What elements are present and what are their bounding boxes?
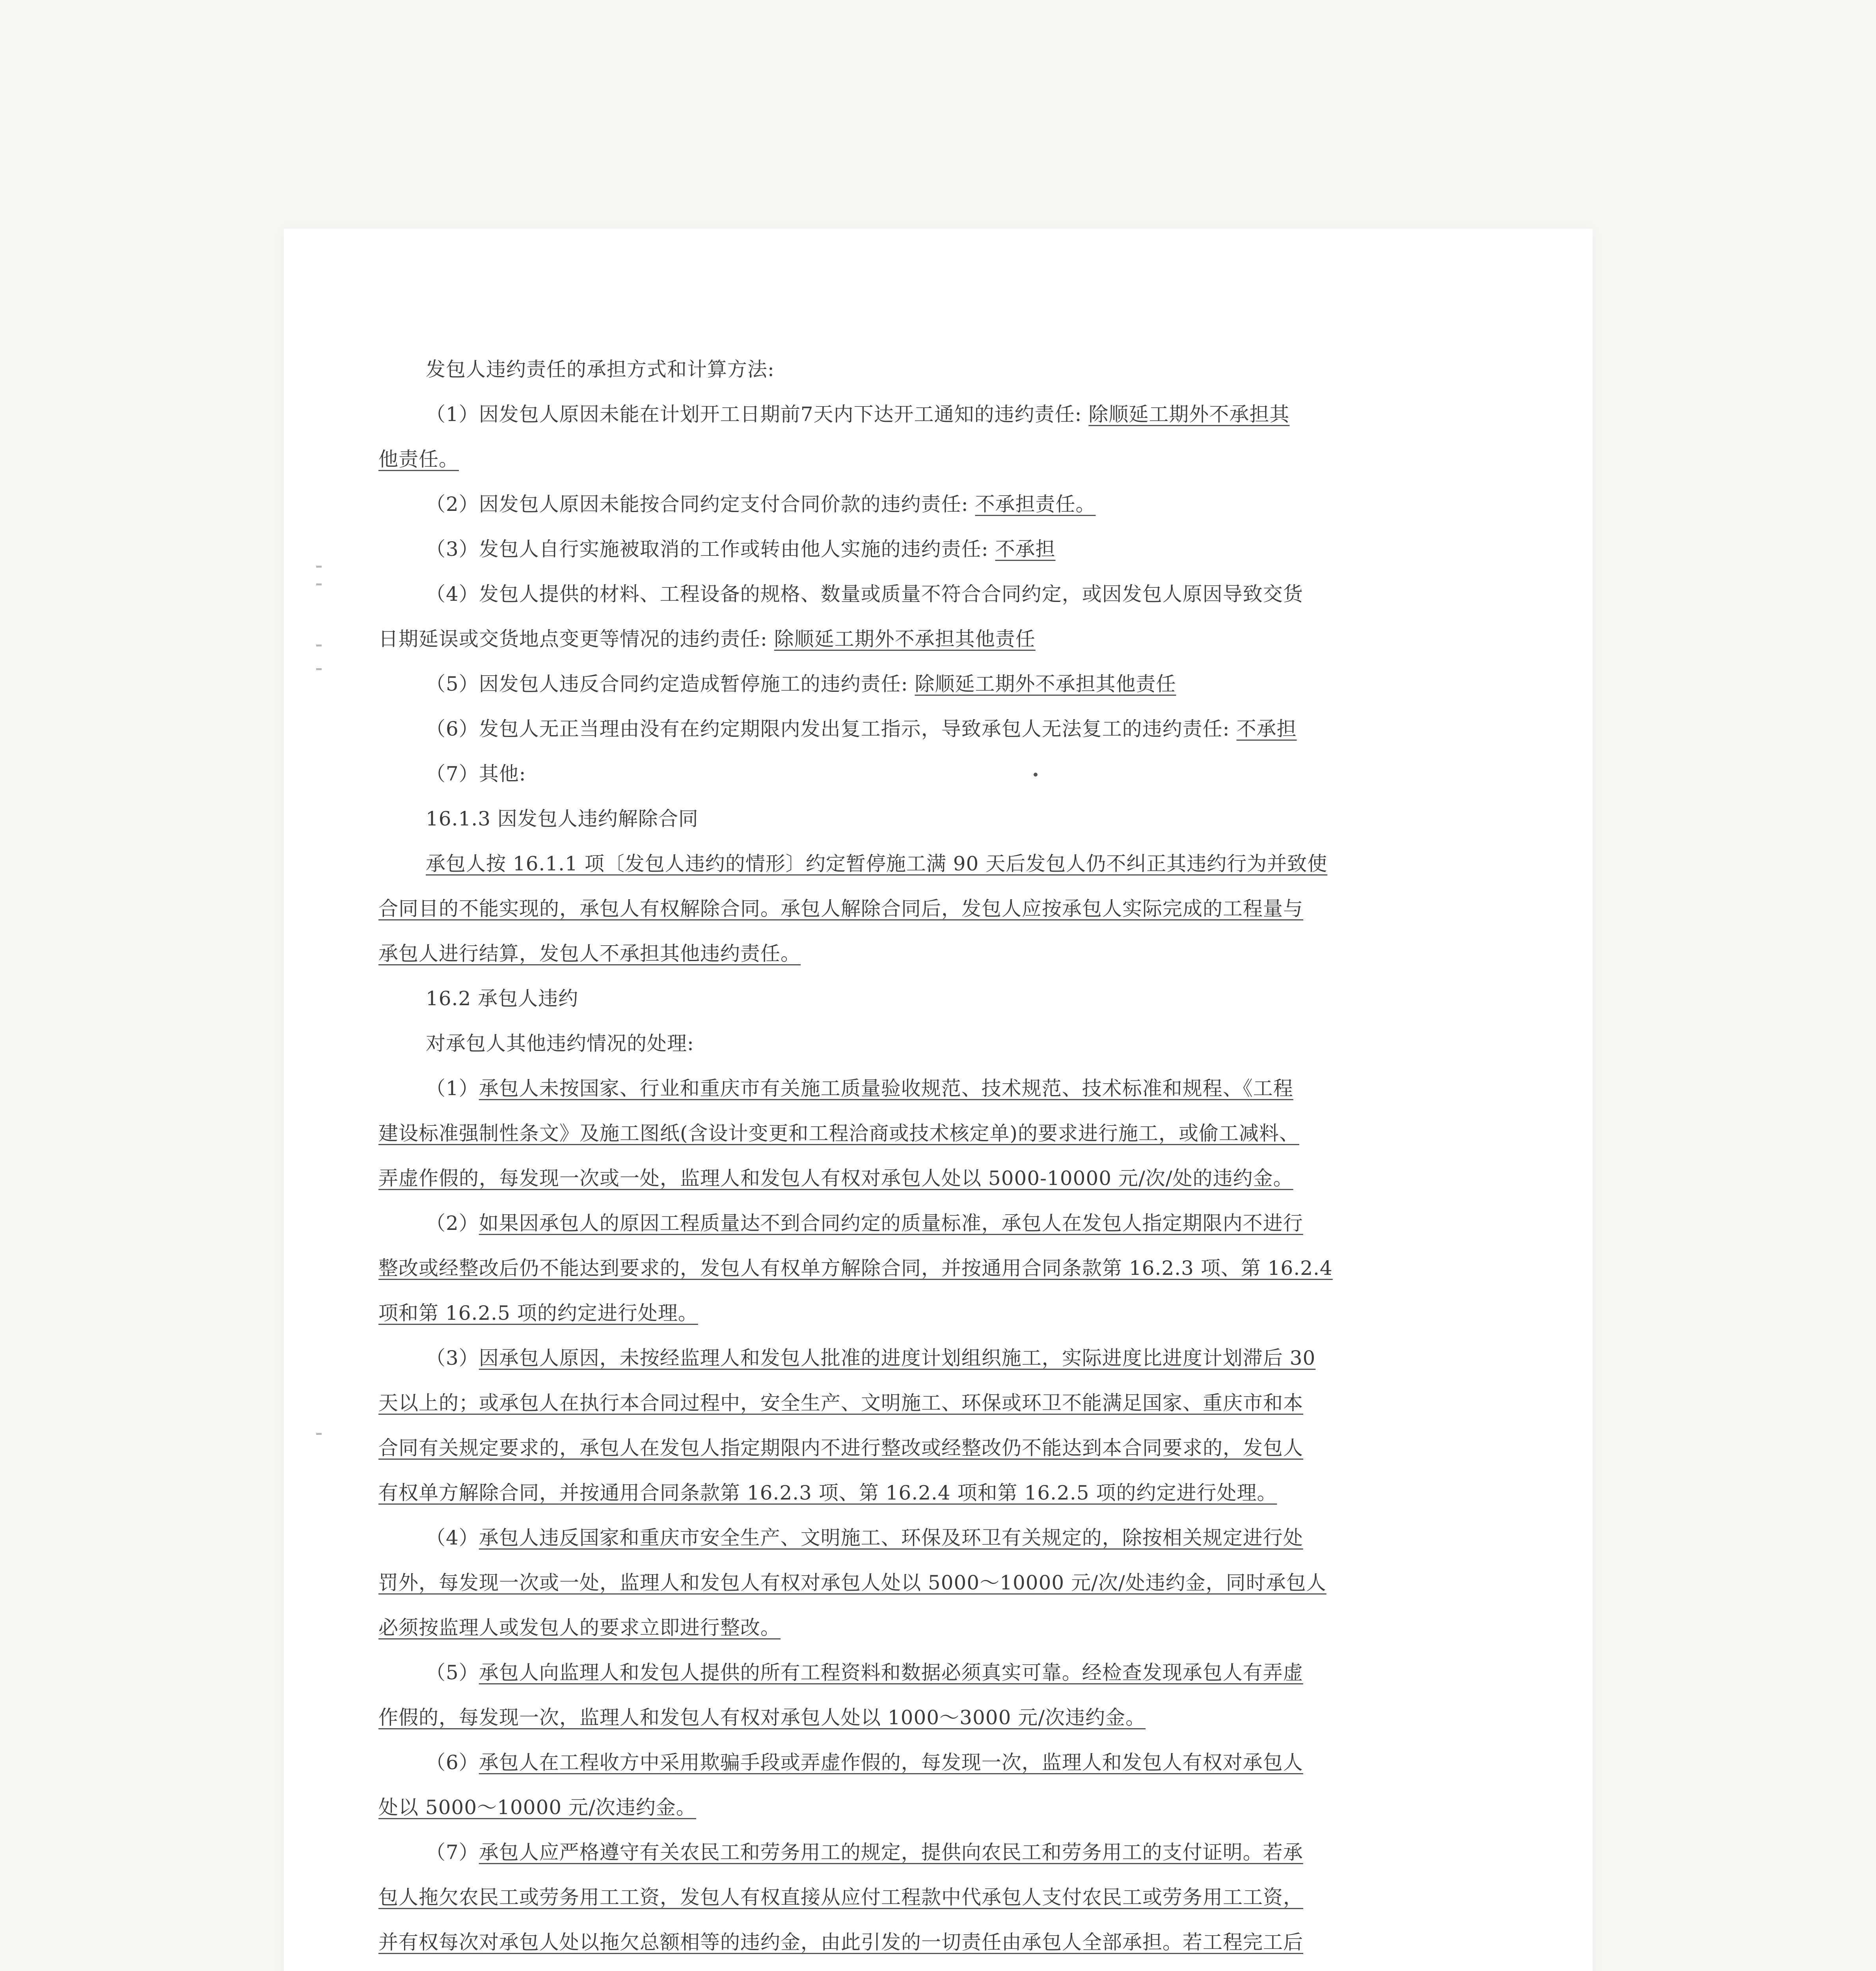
item-text: 整改或经整改后仍不能达到要求的，发包人有权单方解除合同，并按通用合同条款第 16.2.3 项、第 16.2.4 bbox=[378, 1257, 1333, 1280]
item-number: （3） bbox=[426, 1347, 479, 1369]
item-number: （7） bbox=[426, 762, 479, 785]
contractor-item-line bbox=[378, 1875, 1443, 1920]
section-heading-16-1-3 bbox=[378, 796, 1443, 841]
item-text: 处以 5000～10000 元/次违约金。 bbox=[378, 1796, 696, 1819]
item-text: 因承包人原因，未按经监理人和发包人批准的进度计划组织施工，实际进度比进度计划滞后 30 bbox=[479, 1347, 1316, 1369]
item-answer: 不承担 bbox=[995, 538, 1056, 561]
paragraph-text: 合同目的不能实现的，承包人有权解除合同。承包人解除合同后，发包人应按承包人实际完成的工程量与 bbox=[378, 897, 1303, 920]
item-text: 如果因承包人的原因工程质量达不到合同约定的质量标准，承包人在发包人指定期限内不进行 bbox=[479, 1212, 1303, 1235]
item-answer: 除顺延工期外不承担其 bbox=[1088, 403, 1290, 426]
section-intro-text: 对承包人其他违约情况的处理: bbox=[426, 1032, 694, 1055]
contractor-item-line bbox=[378, 1470, 1443, 1515]
item-answer: 不承担责任。 bbox=[975, 493, 1096, 516]
employer-item-4-cont bbox=[378, 617, 1443, 661]
item-text: 作假的，每发现一次，监理人和发包人有权对承包人处以 1000～3000 元/次违约金。 bbox=[378, 1706, 1146, 1729]
contractor-item-line bbox=[378, 1246, 1443, 1291]
contractor-item-line bbox=[378, 1156, 1443, 1201]
section-heading: 16.2 承包人违约 bbox=[426, 987, 579, 1010]
paragraph-line bbox=[378, 841, 1443, 886]
item-text: 因发包人原因未能在计划开工日期前7天内下达开工通知的违约责任: bbox=[479, 403, 1089, 426]
document-body bbox=[378, 347, 1443, 1965]
item-number: （6） bbox=[426, 1751, 479, 1774]
item-number: （2） bbox=[426, 1212, 479, 1235]
item-text: 罚外，每发现一次或一处，监理人和发包人有权对承包人处以 5000～10000 元/次/处违约金，同时承包人 bbox=[378, 1571, 1326, 1594]
item-number: （7） bbox=[426, 1841, 479, 1864]
contractor-item-3 bbox=[378, 1336, 1443, 1380]
item-text: 发包人提供的材料、工程设备的规格、数量或质量不符合合同约定，或因发包人原因导致交货 bbox=[479, 583, 1303, 605]
employer-item-5 bbox=[378, 661, 1443, 706]
employer-item-7 bbox=[378, 751, 1443, 796]
scan-mark bbox=[316, 583, 322, 585]
item-text: 承包人在工程收方中采用欺骗手段或弄虚作假的，每发现一次，监理人和发包人有权对承包人 bbox=[479, 1751, 1303, 1774]
employer-item-1-cont bbox=[378, 437, 1443, 482]
contractor-item-6 bbox=[378, 1740, 1443, 1785]
paragraph-text: 承包人按 16.1.1 项〔发包人违约的情形〕约定暂停施工满 90 天后发包人仍不纠正其违约行为并致使 bbox=[426, 852, 1328, 875]
item-text: 弄虚作假的，每发现一次或一处，监理人和发包人有权对承包人处以 5000-10000 元/次/处的违约金。 bbox=[378, 1167, 1293, 1190]
paragraph-line bbox=[378, 931, 1443, 976]
item-text: 包人拖欠农民工或劳务用工工资，发包人有权直接从应付工程款中代承包人支付农民工或劳务用工工资， bbox=[378, 1886, 1303, 1909]
contractor-item-line bbox=[378, 1425, 1443, 1470]
item-text: 承包人未按国家、行业和重庆市有关施工质量验收规范、技术规范、技术标准和规程、《工程 bbox=[479, 1077, 1293, 1100]
item-text: 承包人应严格遵守有关农民工和劳务用工的规定，提供向农民工和劳务用工的支付证明。若承 bbox=[479, 1841, 1303, 1864]
contractor-item-4 bbox=[378, 1515, 1443, 1560]
item-text: 建设标准强制性条文》及施工图纸(含设计变更和工程洽商或技术核定单)的要求进行施工，或偷工减料、 bbox=[378, 1122, 1300, 1145]
item-text: 日期延误或交货地点变更等情况的违约责任: bbox=[378, 628, 774, 650]
employer-item-3 bbox=[378, 527, 1443, 572]
item-text: 必须按监理人或发包人的要求立即进行整改。 bbox=[378, 1616, 781, 1639]
item-text: 承包人违反国家和重庆市安全生产、文明施工、环保及环卫有关规定的，除按相关规定进行处 bbox=[479, 1526, 1303, 1549]
item-text: 发包人自行实施被取消的工作或转由他人实施的违约责任: bbox=[479, 538, 995, 561]
item-answer: 除顺延工期外不承担其他责任 bbox=[774, 628, 1036, 650]
item-text: 承包人向监理人和发包人提供的所有工程资料和数据必须真实可靠。经检查发现承包人有弄虚 bbox=[479, 1661, 1303, 1684]
contractor-item-line bbox=[378, 1695, 1443, 1740]
item-answer: 除顺延工期外不承担其他责任 bbox=[915, 673, 1176, 695]
intro-text: 发包人违约责任的承担方式和计算方法: bbox=[426, 358, 775, 381]
item-number: （4） bbox=[426, 583, 479, 605]
item-number: （6） bbox=[426, 717, 479, 740]
contractor-item-line bbox=[378, 1111, 1443, 1156]
item-number: （1） bbox=[426, 1077, 479, 1100]
contractor-item-2 bbox=[378, 1201, 1443, 1246]
employer-item-6 bbox=[378, 706, 1443, 751]
employer-item-4 bbox=[378, 572, 1443, 617]
item-number: （5） bbox=[426, 1661, 479, 1684]
employer-item-2 bbox=[378, 482, 1443, 527]
employer-item-1 bbox=[378, 392, 1443, 437]
item-number: （4） bbox=[426, 1526, 479, 1549]
item-number: （1） bbox=[426, 403, 479, 426]
item-answer: 不承担 bbox=[1236, 717, 1297, 740]
section-heading: 16.1.3 因发包人违约解除合同 bbox=[426, 807, 699, 830]
item-number: （2） bbox=[426, 493, 479, 516]
item-number: （5） bbox=[426, 673, 479, 695]
item-text: 项和第 16.2.5 项的约定进行处理。 bbox=[378, 1302, 698, 1325]
contractor-item-7 bbox=[378, 1830, 1443, 1875]
section-intro bbox=[378, 1021, 1443, 1066]
item-text: 并有权每次对承包人处以拖欠总额相等的违约金，由此引发的一切责任由承包人全部承担。若工程完工后 bbox=[378, 1931, 1303, 1954]
contractor-item-line bbox=[378, 1291, 1443, 1336]
contractor-item-line bbox=[378, 1380, 1443, 1425]
item-text: 其他: bbox=[479, 762, 526, 785]
contractor-item-5 bbox=[378, 1650, 1443, 1695]
contractor-item-line bbox=[378, 1560, 1443, 1605]
paragraph-text: 承包人进行结算，发包人不承担其他违约责任。 bbox=[378, 942, 801, 965]
contractor-item-line bbox=[378, 1785, 1443, 1830]
scan-mark bbox=[316, 645, 322, 646]
contractor-item-line bbox=[378, 1605, 1443, 1650]
paragraph-line bbox=[378, 886, 1443, 931]
item-text: 天以上的；或承包人在执行本合同过程中，安全生产、文明施工、环保或环卫不能满足国家、重庆市和本 bbox=[378, 1392, 1303, 1414]
item-text: 发包人无正当理由没有在约定期限内发出复工指示，导致承包人无法复工的违约责任: bbox=[479, 717, 1237, 740]
item-text: 合同有关规定要求的，承包人在发包人指定期限内不进行整改或经整改仍不能达到本合同要求的，发包人 bbox=[378, 1436, 1303, 1459]
scan-mark bbox=[316, 566, 322, 568]
item-number: （3） bbox=[426, 538, 479, 561]
section-heading-16-2 bbox=[378, 976, 1443, 1021]
item-answer: 他责任。 bbox=[378, 448, 459, 471]
scan-mark bbox=[316, 668, 322, 670]
item-text: 因发包人原因未能按合同约定支付合同价款的违约责任: bbox=[479, 493, 975, 516]
item-text: 因发包人违反合同约定造成暂停施工的违约责任: bbox=[479, 673, 915, 695]
scan-mark bbox=[316, 1433, 322, 1435]
contractor-item-1 bbox=[378, 1066, 1443, 1111]
contractor-item-line bbox=[378, 1920, 1443, 1965]
item-text: 有权单方解除合同，并按通用合同条款第 16.2.3 项、第 16.2.4 项和第 16.2.5 项的约定进行处理。 bbox=[378, 1481, 1277, 1504]
intro-line bbox=[378, 347, 1443, 392]
